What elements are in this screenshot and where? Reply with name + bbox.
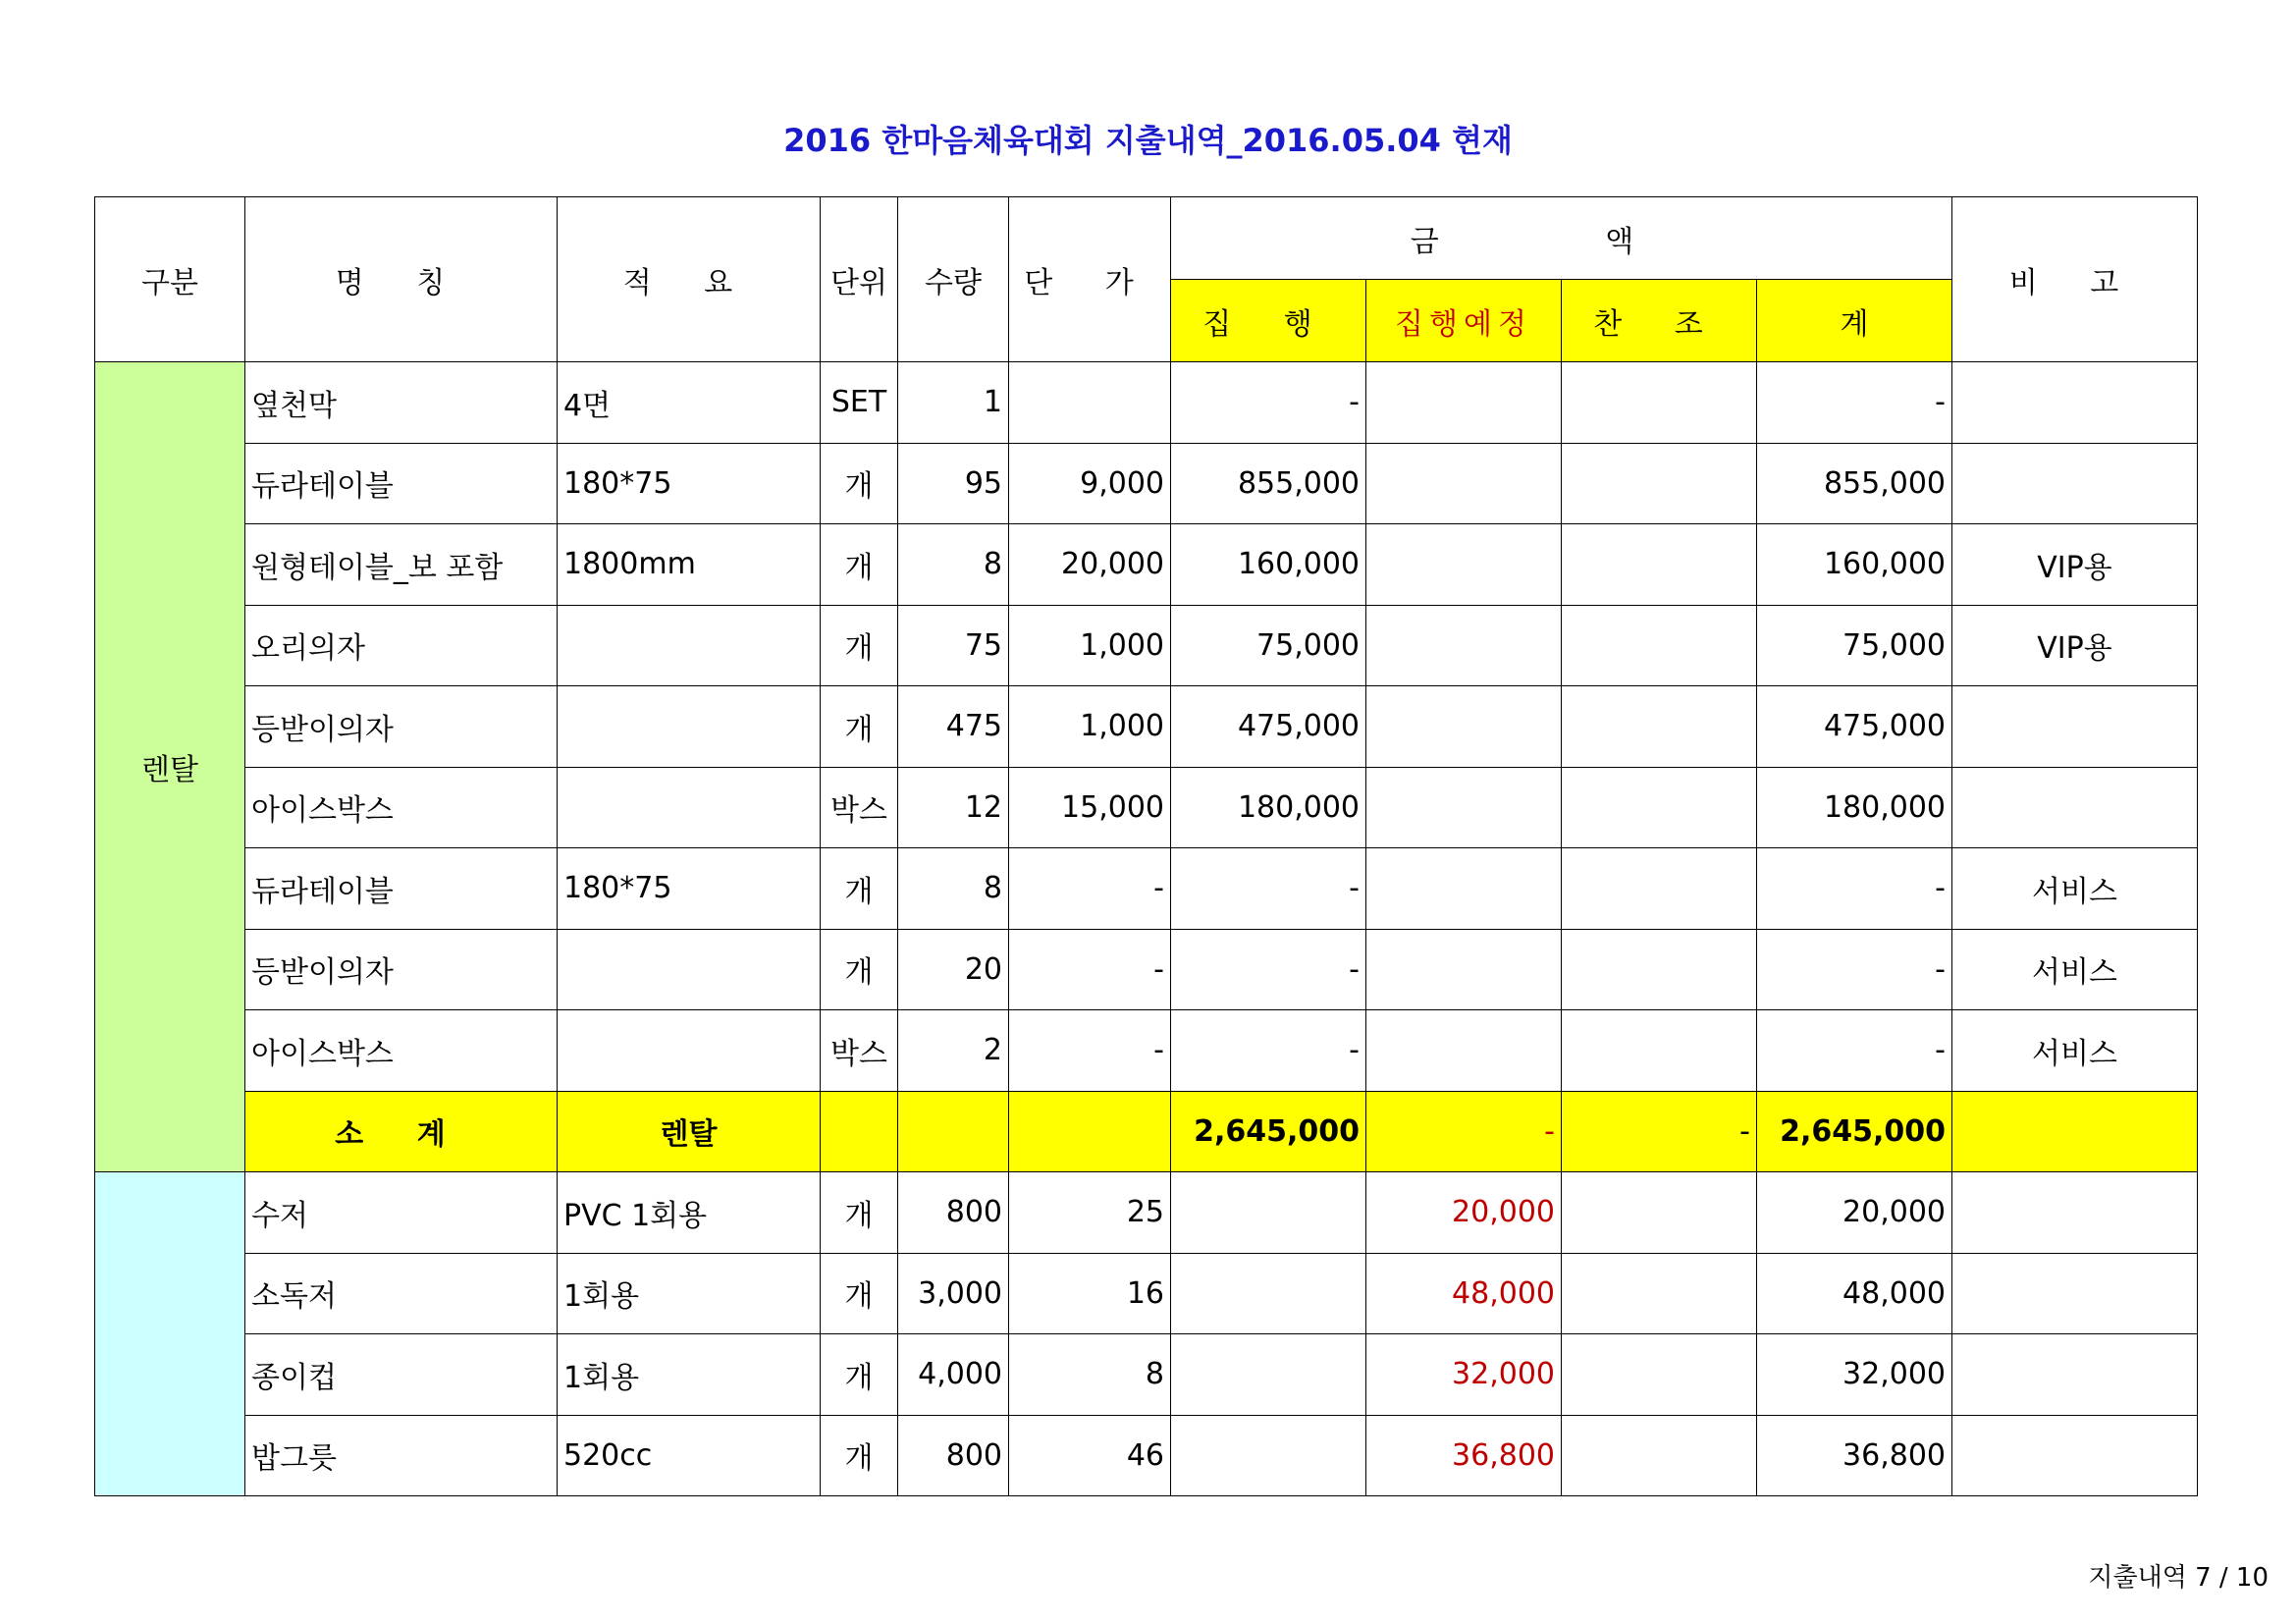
table-row — [95, 1415, 2198, 1496]
item-total: 855,000 — [1757, 443, 1952, 524]
item-note — [1952, 1334, 2198, 1416]
item-desc: 4면 — [558, 362, 821, 444]
item-qty: 475 — [898, 686, 1009, 768]
item-note — [1952, 1415, 2198, 1496]
item-executed — [1171, 1415, 1366, 1496]
item-qty: 8 — [898, 848, 1009, 930]
item-planned — [1366, 848, 1562, 930]
item-sponsor — [1562, 767, 1757, 848]
item-name: 듀라테이블 — [245, 848, 558, 930]
item-price: 15,000 — [1009, 767, 1171, 848]
item-unit: 박스 — [821, 767, 898, 848]
header-category: 구분 — [95, 197, 245, 362]
header-name: 명 칭 — [245, 197, 558, 362]
item-sponsor — [1562, 443, 1757, 524]
page-footer: 지출내역 7 / 10 — [2088, 1563, 2269, 1593]
item-name: 듀라테이블 — [245, 443, 558, 524]
item-qty: 95 — [898, 443, 1009, 524]
item-unit: 박스 — [821, 1010, 898, 1092]
item-unit: 개 — [821, 686, 898, 768]
item-name: 밥그릇 — [245, 1415, 558, 1496]
item-executed: 855,000 — [1171, 443, 1366, 524]
table-row — [95, 443, 2198, 524]
item-executed: - — [1171, 362, 1366, 444]
item-planned — [1366, 605, 1562, 686]
item-sponsor — [1562, 929, 1757, 1010]
item-total: 475,000 — [1757, 686, 1952, 768]
item-price: 46 — [1009, 1415, 1171, 1496]
item-unit: 개 — [821, 1172, 898, 1254]
item-unit: 개 — [821, 443, 898, 524]
table-row — [95, 929, 2198, 1010]
header-unit: 단위 — [821, 197, 898, 362]
item-total: 36,800 — [1757, 1415, 1952, 1496]
item-price: - — [1009, 848, 1171, 930]
item-price: 25 — [1009, 1172, 1171, 1254]
header-total: 계 — [1757, 280, 1952, 362]
item-note — [1952, 767, 2198, 848]
item-sponsor — [1562, 362, 1757, 444]
item-price: - — [1009, 929, 1171, 1010]
item-name: 원형테이블_보 포함 — [245, 524, 558, 606]
item-qty: 8 — [898, 524, 1009, 606]
item-desc — [558, 605, 821, 686]
item-desc — [558, 686, 821, 768]
item-unit: 개 — [821, 1253, 898, 1334]
subtotal-unit — [821, 1091, 898, 1172]
item-sponsor — [1562, 686, 1757, 768]
header-sponsor: 찬 조 — [1562, 280, 1757, 362]
item-executed: - — [1171, 929, 1366, 1010]
item-unit: 개 — [821, 1415, 898, 1496]
item-desc: 1회용 — [558, 1334, 821, 1416]
item-qty: 800 — [898, 1415, 1009, 1496]
item-name: 옆천막 — [245, 362, 558, 444]
item-sponsor — [1562, 1334, 1757, 1416]
item-price: 8 — [1009, 1334, 1171, 1416]
subtotal-qty — [898, 1091, 1009, 1172]
item-executed: - — [1171, 1010, 1366, 1092]
item-unit: 개 — [821, 605, 898, 686]
item-note — [1952, 362, 2198, 444]
item-sponsor — [1562, 1172, 1757, 1254]
item-name: 등받이의자 — [245, 686, 558, 768]
category-cell: 렌탈 — [95, 362, 245, 1172]
item-price — [1009, 362, 1171, 444]
item-desc: 180*75 — [558, 848, 821, 930]
item-planned — [1366, 362, 1562, 444]
subtotal-total: 2,645,000 — [1757, 1091, 1952, 1172]
item-desc: 520cc — [558, 1415, 821, 1496]
item-planned: 48,000 — [1366, 1253, 1562, 1334]
item-name: 아이스박스 — [245, 767, 558, 848]
item-planned: 36,800 — [1366, 1415, 1562, 1496]
item-note — [1952, 443, 2198, 524]
item-sponsor — [1562, 524, 1757, 606]
header-desc: 적 요 — [558, 197, 821, 362]
item-planned — [1366, 443, 1562, 524]
item-desc: 1회용 — [558, 1253, 821, 1334]
page-title: 2016 한마음체육대회 지출내역_2016.05.04 현재 — [783, 122, 1513, 159]
item-desc — [558, 1010, 821, 1092]
item-planned — [1366, 1010, 1562, 1092]
item-total: - — [1757, 848, 1952, 930]
item-note — [1952, 1172, 2198, 1254]
item-qty: 4,000 — [898, 1334, 1009, 1416]
item-name: 오리의자 — [245, 605, 558, 686]
item-sponsor — [1562, 848, 1757, 930]
header-executed: 집 행 — [1171, 280, 1366, 362]
item-planned — [1366, 686, 1562, 768]
item-executed: 180,000 — [1171, 767, 1366, 848]
item-executed — [1171, 1172, 1366, 1254]
item-total: 48,000 — [1757, 1253, 1952, 1334]
item-note: VIP용 — [1952, 605, 2198, 686]
item-executed: 475,000 — [1171, 686, 1366, 768]
item-price: 16 — [1009, 1253, 1171, 1334]
item-total: - — [1757, 362, 1952, 444]
item-planned — [1366, 767, 1562, 848]
item-unit: 개 — [821, 929, 898, 1010]
item-desc: 180*75 — [558, 443, 821, 524]
item-executed — [1171, 1253, 1366, 1334]
item-note — [1952, 1253, 2198, 1334]
subtotal-row — [95, 1091, 2198, 1172]
item-desc: PVC 1회용 — [558, 1172, 821, 1254]
item-price: 9,000 — [1009, 443, 1171, 524]
item-planned — [1366, 524, 1562, 606]
item-price: 20,000 — [1009, 524, 1171, 606]
item-price: 1,000 — [1009, 686, 1171, 768]
subtotal-planned: - — [1366, 1091, 1562, 1172]
item-sponsor — [1562, 605, 1757, 686]
expense-table — [94, 196, 2198, 1496]
item-total: - — [1757, 929, 1952, 1010]
table-row — [95, 848, 2198, 930]
item-name: 등받이의자 — [245, 929, 558, 1010]
item-desc: 1800mm — [558, 524, 821, 606]
item-qty: 2 — [898, 1010, 1009, 1092]
item-sponsor — [1562, 1253, 1757, 1334]
subtotal-label: 소 계 — [245, 1091, 558, 1172]
item-note: 서비스 — [1952, 1010, 2198, 1092]
item-total: 160,000 — [1757, 524, 1952, 606]
subtotal-sponsor: - — [1562, 1091, 1757, 1172]
item-desc — [558, 767, 821, 848]
item-name: 종이컵 — [245, 1334, 558, 1416]
item-planned: 20,000 — [1366, 1172, 1562, 1254]
item-qty: 800 — [898, 1172, 1009, 1254]
table-row — [95, 605, 2198, 686]
item-unit: 개 — [821, 1334, 898, 1416]
item-executed: 160,000 — [1171, 524, 1366, 606]
header-row-1 — [95, 197, 2198, 280]
header-qty: 수량 — [898, 197, 1009, 362]
item-name: 소독저 — [245, 1253, 558, 1334]
table-row — [95, 1010, 2198, 1092]
subtotal-name: 렌탈 — [558, 1091, 821, 1172]
item-name: 수저 — [245, 1172, 558, 1254]
item-planned — [1366, 929, 1562, 1010]
table-row — [95, 767, 2198, 848]
item-note — [1952, 686, 2198, 768]
header-note: 비 고 — [1952, 197, 2198, 362]
item-executed: - — [1171, 848, 1366, 930]
item-planned: 32,000 — [1366, 1334, 1562, 1416]
item-note: 서비스 — [1952, 848, 2198, 930]
item-total: 75,000 — [1757, 605, 1952, 686]
item-unit: SET — [821, 362, 898, 444]
item-total: - — [1757, 1010, 1952, 1092]
item-desc — [558, 929, 821, 1010]
item-qty: 75 — [898, 605, 1009, 686]
table-row — [95, 686, 2198, 768]
item-name: 아이스박스 — [245, 1010, 558, 1092]
item-note: VIP용 — [1952, 524, 2198, 606]
header-amount: 금 액 — [1171, 197, 1952, 280]
item-qty: 20 — [898, 929, 1009, 1010]
item-unit: 개 — [821, 848, 898, 930]
subtotal-executed: 2,645,000 — [1171, 1091, 1366, 1172]
item-price: - — [1009, 1010, 1171, 1092]
item-sponsor — [1562, 1010, 1757, 1092]
item-total: 180,000 — [1757, 767, 1952, 848]
item-note: 서비스 — [1952, 929, 2198, 1010]
item-qty: 1 — [898, 362, 1009, 444]
subtotal-price — [1009, 1091, 1171, 1172]
item-qty: 3,000 — [898, 1253, 1009, 1334]
table-row — [95, 1334, 2198, 1416]
item-executed — [1171, 1334, 1366, 1416]
item-price: 1,000 — [1009, 605, 1171, 686]
item-total: 20,000 — [1757, 1172, 1952, 1254]
item-unit: 개 — [821, 524, 898, 606]
header-price: 단 가 — [1009, 197, 1171, 362]
header-planned: 집행예정 — [1366, 280, 1562, 362]
item-sponsor — [1562, 1415, 1757, 1496]
category-cell — [95, 1172, 245, 1496]
item-executed: 75,000 — [1171, 605, 1366, 686]
item-qty: 12 — [898, 767, 1009, 848]
table-row — [95, 1253, 2198, 1334]
subtotal-note — [1952, 1091, 2198, 1172]
table-row — [95, 362, 2198, 444]
table-row — [95, 524, 2198, 606]
item-total: 32,000 — [1757, 1334, 1952, 1416]
table-row — [95, 1172, 2198, 1254]
